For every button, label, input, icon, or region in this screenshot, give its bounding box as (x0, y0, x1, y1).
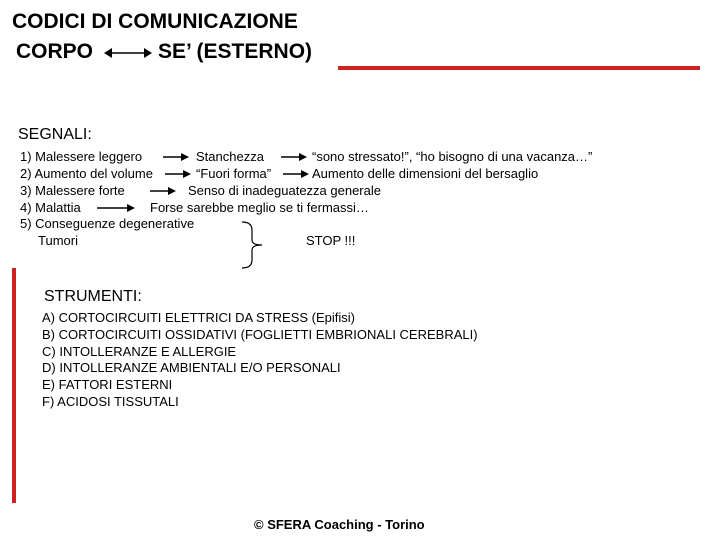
arrow-right-icon (281, 152, 307, 162)
segnali-row-1-b: Stanchezza (196, 149, 264, 164)
segnali-row-6-b: STOP !!! (306, 233, 356, 248)
segnali-row-1-c: “sono stressato!”, “ho bisogno di una vacanza…” (312, 149, 593, 164)
left-accent-bar (12, 268, 16, 503)
segnali-row-1-a: 1) Malessere leggero (20, 149, 143, 164)
segnali-row-5-a: 5) Conseguenze degenerative (20, 216, 195, 231)
arrow-right-icon (150, 186, 176, 196)
footer-copyright: © SFERA Coaching - Torino (254, 517, 425, 532)
strumenti-item: D) INTOLLERANZE AMBIENTALI E/O PERSONALI (42, 360, 341, 375)
strumenti-item: B) CORTOCIRCUITI OSSIDATIVI (FOGLIETTI EMBRIONALI CEREBRALI) (42, 327, 478, 342)
segnali-heading: SEGNALI: (18, 126, 92, 143)
segnali-row-6-a: Tumori (38, 233, 78, 248)
strumenti-item: A) CORTOCIRCUITI ELETTRICI DA STRESS (Epifisi) (42, 310, 356, 325)
double-arrow-icon (104, 46, 152, 60)
segnali-row-3-a: 3) Malessere forte (20, 183, 125, 198)
strumenti-item: C) INTOLLERANZE E ALLERGIE (42, 344, 237, 359)
segnali-row-2-a: 2) Aumento del volume (20, 166, 153, 181)
title-underline (338, 66, 700, 70)
strumenti-item: F) ACIDOSI TISSUTALI (42, 394, 179, 409)
segnali-row-2-c: Aumento delle dimensioni del bersaglio (312, 166, 539, 181)
segnali-row-4-b: Forse sarebbe meglio se ti fermassi… (150, 200, 369, 215)
arrow-right-icon (163, 152, 189, 162)
strumenti-item: E) FATTORI ESTERNI (42, 377, 173, 392)
arrow-right-icon (165, 169, 191, 179)
brace-icon (240, 220, 270, 270)
title-corpo: CORPO (16, 40, 94, 63)
page-title: CODICI DI COMUNICAZIONE (12, 10, 298, 33)
strumenti-heading: STRUMENTI: (44, 288, 142, 305)
title-se-esterno: SE’ (ESTERNO) (158, 40, 313, 63)
segnali-row-4-a: 4) Malattia (20, 200, 81, 215)
arrow-right-icon (283, 169, 309, 179)
arrow-right-icon (97, 203, 135, 213)
segnali-row-3-b: Senso di inadeguatezza generale (188, 183, 381, 198)
segnali-row-2-b: “Fuori forma” (196, 166, 272, 181)
